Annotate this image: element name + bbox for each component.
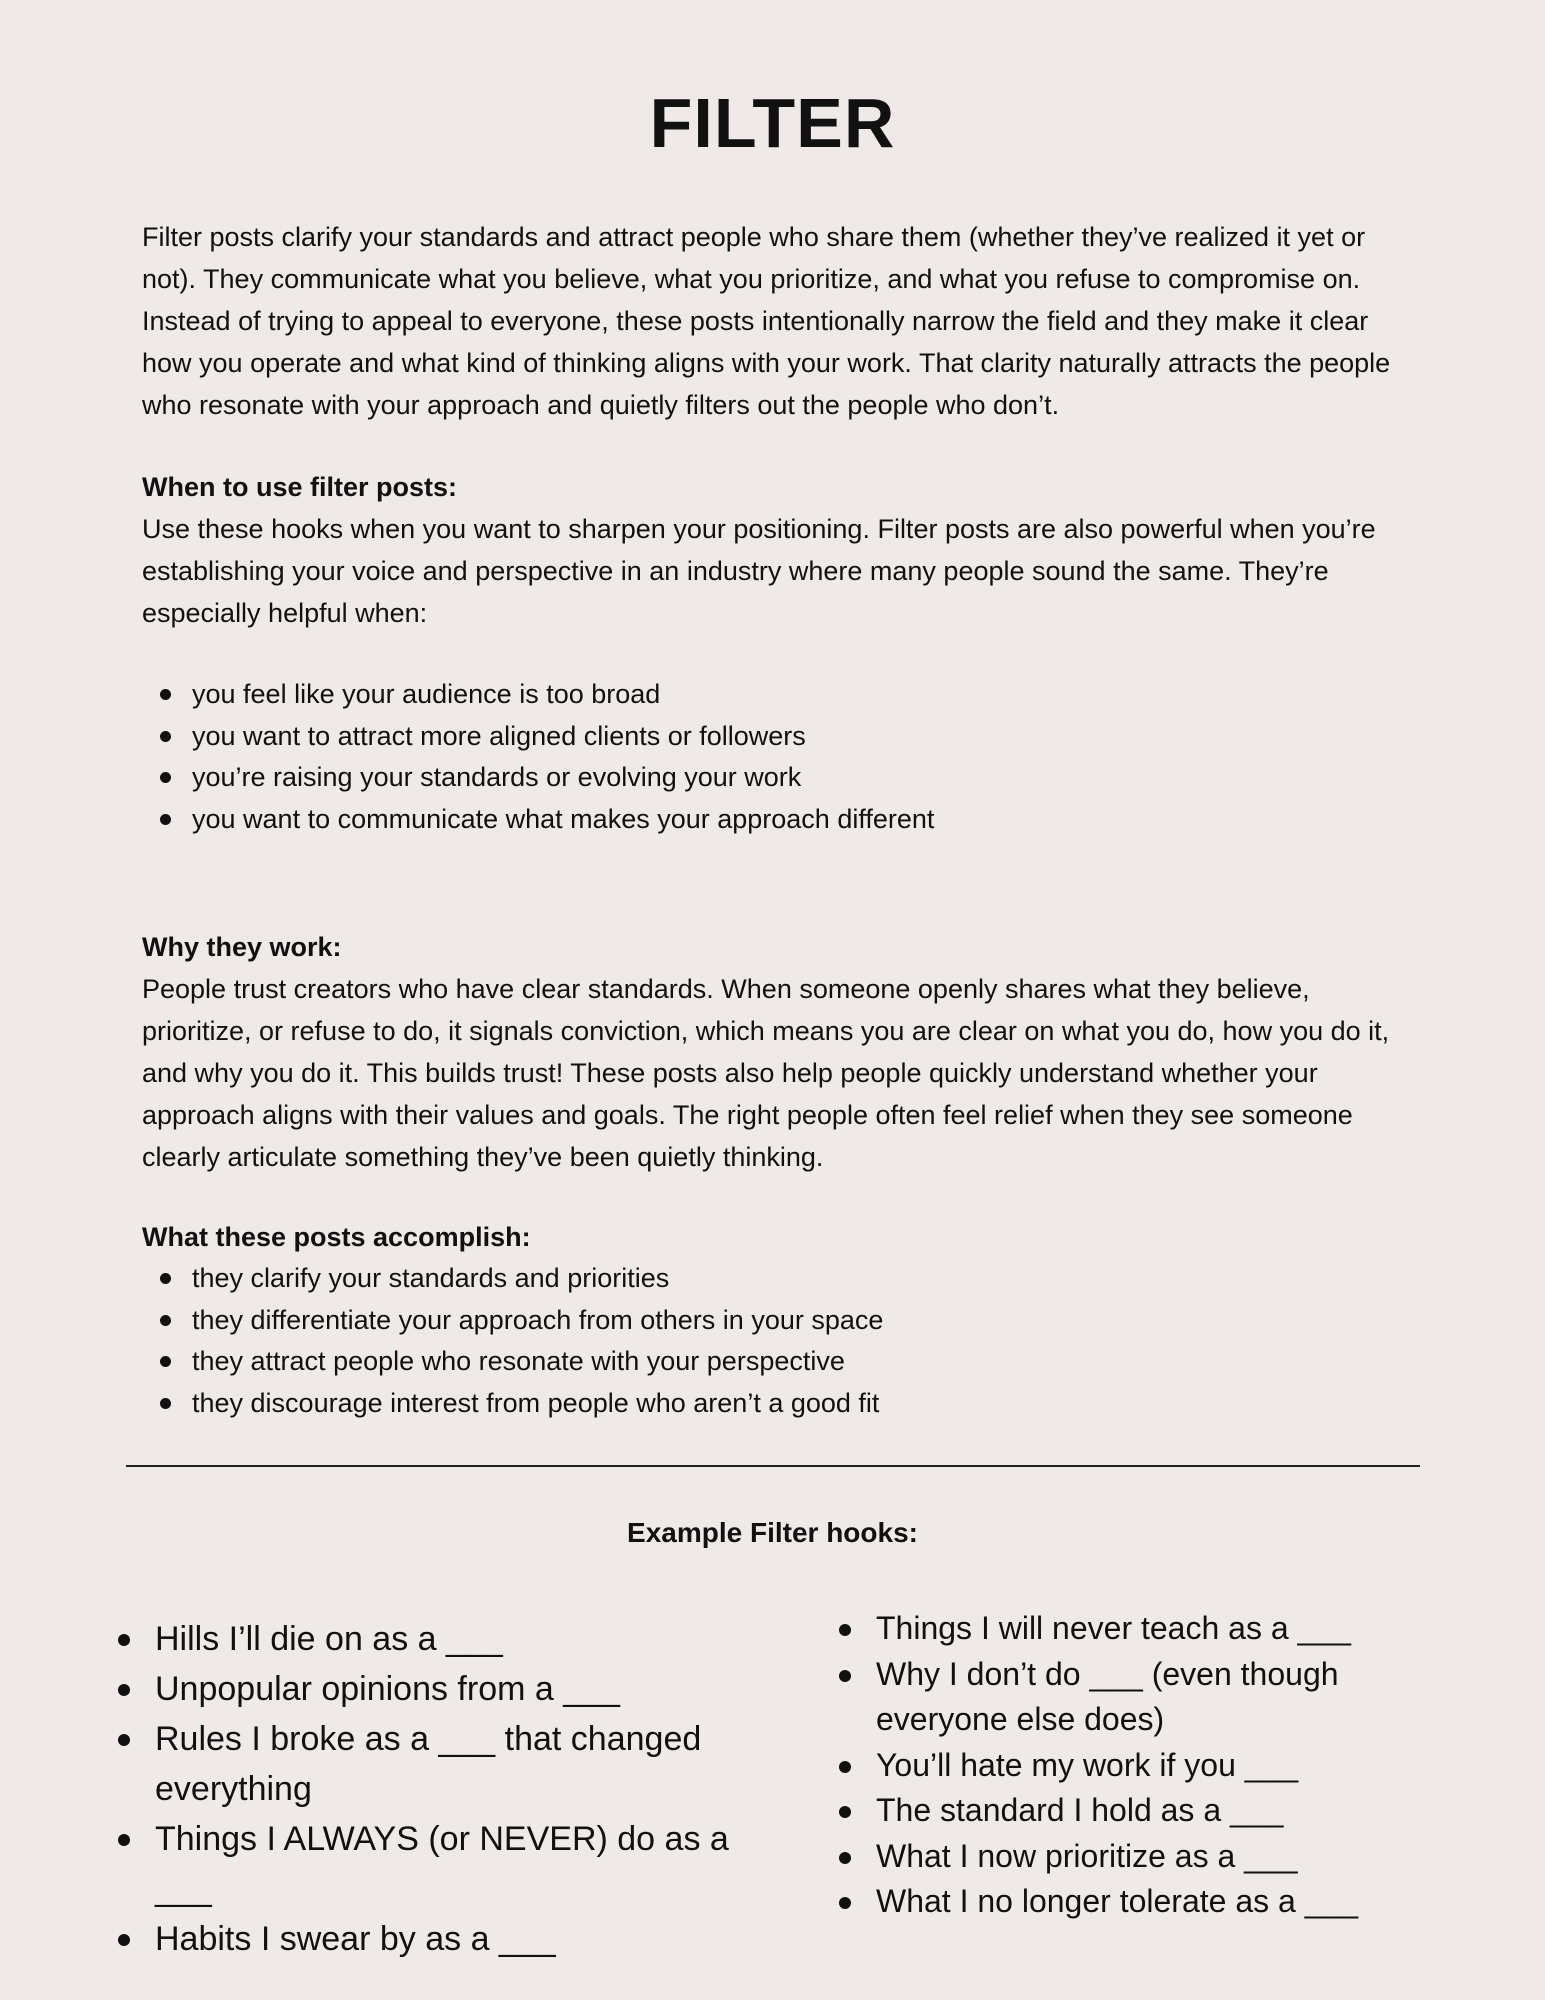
hook-item: What I now prioritize as a ___ xyxy=(835,1834,1435,1880)
examples-heading: Example Filter hooks: xyxy=(627,1517,918,1548)
hook-item: Unpopular opinions from a ___ xyxy=(114,1664,774,1714)
list-item: they clarify your standards and priorities xyxy=(142,1258,1402,1300)
list-item: they discourage interest from people who aren’t a good fit xyxy=(142,1383,1402,1425)
section-divider xyxy=(126,1465,1420,1467)
hook-item: You’ll hate my work if you ___ xyxy=(835,1743,1435,1789)
examples-left-list xyxy=(114,1614,774,1964)
when-list-section xyxy=(142,674,1402,840)
hook-item: Rules I broke as a ___ that changed everything xyxy=(114,1714,774,1814)
list-item: you want to attract more aligned clients or followers xyxy=(142,716,1402,758)
hook-item: Habits I swear by as a ___ xyxy=(114,1914,774,1964)
list-item: you want to communicate what makes your approach different xyxy=(142,799,1402,841)
hook-item: Things I will never teach as a ___ xyxy=(835,1606,1435,1652)
hook-item: What I no longer tolerate as a ___ xyxy=(835,1879,1435,1925)
accomplish-heading: What these posts accomplish: xyxy=(142,1222,531,1252)
accomplish-list xyxy=(142,1258,1402,1424)
list-item: they attract people who resonate with your perspective xyxy=(142,1341,1402,1383)
why-paragraph: People trust creators who have clear standards. When someone openly shares what they believe, prioritize, or refuse to do, it signals conviction, which means you are clear on what you do, how you do it, and why you do it. This builds trust! These posts also help people quickly understand whether your approach aligns with their values and goals. The right people often feel relief when they see someone clearly articulate something they’ve been quietly thinking. xyxy=(142,974,1390,1172)
when-heading: When to use filter posts: xyxy=(142,472,458,502)
when-list xyxy=(142,674,1402,840)
why-section xyxy=(142,926,1402,1178)
when-section xyxy=(142,466,1402,634)
hook-item: Things I ALWAYS (or NEVER) do as a ___ xyxy=(114,1814,774,1914)
hook-item: Why I don’t do ___ (even though everyone else does) xyxy=(835,1652,1435,1743)
list-item: you feel like your audience is too broad xyxy=(142,674,1402,716)
page-title: FILTER xyxy=(649,84,896,162)
list-item: you’re raising your standards or evolving your work xyxy=(142,757,1402,799)
why-heading: Why they work: xyxy=(142,932,342,962)
intro-paragraph: Filter posts clarify your standards and attract people who share them (whether they’ve realized it yet or not). They communicate what you believe, what you prioritize, and what you refuse to compromise on. Instead of trying to appeal to everyone, these posts intentionally narrow the field and they make it clear how you operate and what kind of thinking aligns with your work. That clarity naturally attracts the people who resonate with your approach and quietly filters out the people who don’t. xyxy=(142,222,1391,420)
hook-item: The standard I hold as a ___ xyxy=(835,1788,1435,1834)
examples-left-column xyxy=(114,1614,774,1964)
examples-right-list xyxy=(835,1606,1435,1925)
accomplish-section xyxy=(142,1216,1402,1424)
hook-item: Hills I’ll die on as a ___ xyxy=(114,1614,774,1664)
when-paragraph: Use these hooks when you want to sharpen your positioning. Filter posts are also powerful when you’re establishing your voice and perspective in an industry where many people sound the same. They’re especially helpful when: xyxy=(142,514,1376,628)
intro-section xyxy=(142,216,1402,426)
list-item: they differentiate your approach from others in your space xyxy=(142,1300,1402,1342)
examples-right-column xyxy=(835,1606,1435,1925)
